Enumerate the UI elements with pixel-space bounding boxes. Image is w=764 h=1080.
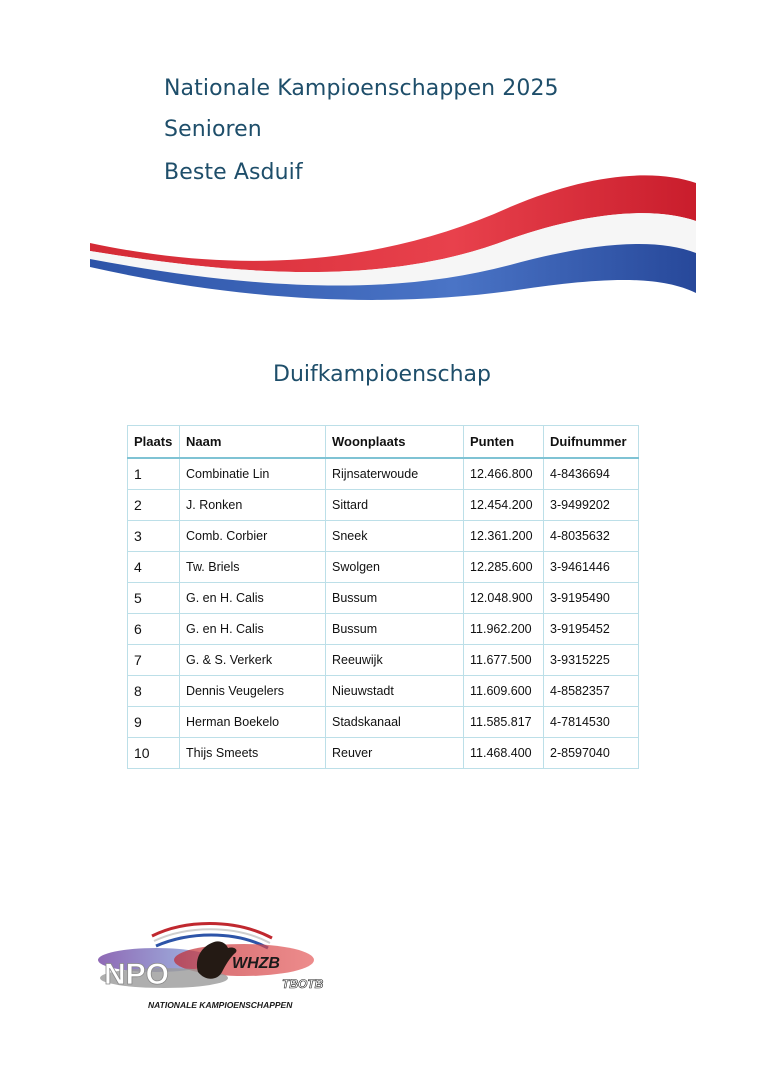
cell-plaats: 4 (128, 552, 180, 583)
cell-punten: 11.585.817 (464, 707, 544, 738)
table-row (128, 490, 639, 521)
cell-duifnummer: 4-8436694 (544, 458, 639, 490)
cell-punten: 11.468.400 (464, 738, 544, 769)
table-row (128, 583, 639, 614)
col-header-punten: Punten (464, 426, 544, 459)
table-row (128, 552, 639, 583)
cell-woonplaats: Swolgen (326, 552, 464, 583)
cell-naam: Herman Boekelo (180, 707, 326, 738)
cell-punten: 12.466.800 (464, 458, 544, 490)
cell-naam: Combinatie Lin (180, 458, 326, 490)
cell-plaats: 10 (128, 738, 180, 769)
cell-woonplaats: Sittard (326, 490, 464, 521)
npo-logo (94, 918, 334, 1014)
col-header-naam: Naam (180, 426, 326, 459)
page-title: Nationale Kampioenschappen 2025 (164, 76, 559, 101)
col-header-duifnummer: Duifnummer (544, 426, 639, 459)
logo-npo-text: NPO (104, 958, 170, 991)
cell-naam: Comb. Corbier (180, 521, 326, 552)
cell-naam: G. & S. Verkerk (180, 645, 326, 676)
col-header-plaats: Plaats (128, 426, 180, 459)
table-header-row (128, 426, 639, 459)
cell-woonplaats: Nieuwstadt (326, 676, 464, 707)
cell-punten: 12.285.600 (464, 552, 544, 583)
cell-punten: 12.454.200 (464, 490, 544, 521)
cell-naam: G. en H. Calis (180, 583, 326, 614)
cell-duifnummer: 3-9195452 (544, 614, 639, 645)
cell-naam: G. en H. Calis (180, 614, 326, 645)
cell-plaats: 3 (128, 521, 180, 552)
table-row (128, 645, 639, 676)
cell-naam: J. Ronken (180, 490, 326, 521)
cell-plaats: 7 (128, 645, 180, 676)
cell-woonplaats: Stadskanaal (326, 707, 464, 738)
cell-woonplaats: Rijnsaterwoude (326, 458, 464, 490)
cell-woonplaats: Reuver (326, 738, 464, 769)
cell-woonplaats: Bussum (326, 614, 464, 645)
table-row (128, 521, 639, 552)
cell-duifnummer: 2-8597040 (544, 738, 639, 769)
table-row (128, 676, 639, 707)
logo-caption: NATIONALE KAMPIOENSCHAPPEN (148, 1000, 293, 1010)
table-row (128, 614, 639, 645)
logo-whzb-text: WHZB (232, 955, 280, 972)
cell-plaats: 5 (128, 583, 180, 614)
cell-duifnummer: 3-9315225 (544, 645, 639, 676)
col-header-woonplaats: Woonplaats (326, 426, 464, 459)
category-label: Senioren (164, 117, 262, 142)
logo-tbotb-text: TBOTB (282, 977, 324, 991)
cell-punten: 11.962.200 (464, 614, 544, 645)
cell-plaats: 1 (128, 458, 180, 490)
cell-duifnummer: 4-8035632 (544, 521, 639, 552)
table-row (128, 458, 639, 490)
cell-woonplaats: Bussum (326, 583, 464, 614)
cell-plaats: 9 (128, 707, 180, 738)
cell-naam: Tw. Briels (180, 552, 326, 583)
cell-woonplaats: Sneek (326, 521, 464, 552)
cell-plaats: 6 (128, 614, 180, 645)
cell-punten: 11.609.600 (464, 676, 544, 707)
cell-duifnummer: 4-8582357 (544, 676, 639, 707)
cell-duifnummer: 3-9499202 (544, 490, 639, 521)
table-row (128, 707, 639, 738)
cell-plaats: 8 (128, 676, 180, 707)
cell-woonplaats: Reeuwijk (326, 645, 464, 676)
cell-punten: 12.361.200 (464, 521, 544, 552)
cell-duifnummer: 3-9195490 (544, 583, 639, 614)
cell-naam: Thijs Smeets (180, 738, 326, 769)
section-title: Duifkampioenschap (273, 362, 491, 387)
cell-punten: 12.048.900 (464, 583, 544, 614)
cell-duifnummer: 3-9461446 (544, 552, 639, 583)
cell-naam: Dennis Veugelers (180, 676, 326, 707)
cell-duifnummer: 4-7814530 (544, 707, 639, 738)
dutch-flag-wave (90, 165, 696, 305)
results-table (127, 425, 639, 769)
table-row (128, 738, 639, 769)
cell-punten: 11.677.500 (464, 645, 544, 676)
cell-plaats: 2 (128, 490, 180, 521)
subtitle: Beste Asduif (164, 160, 303, 185)
